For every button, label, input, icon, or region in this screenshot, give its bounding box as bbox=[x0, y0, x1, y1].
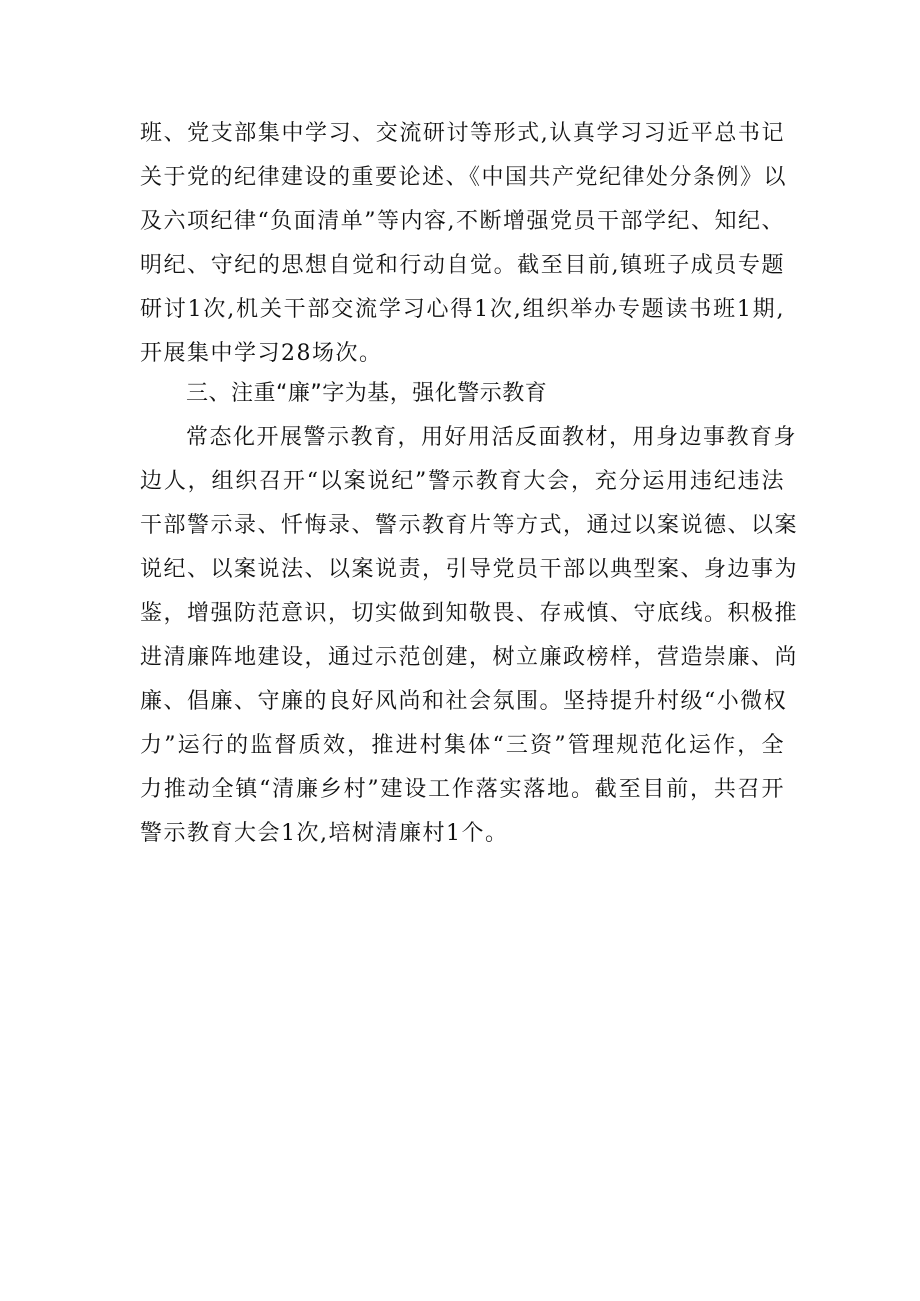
paragraph-1 bbox=[140, 112, 788, 376]
paragraph-1-line: 班、党支部集中学习、交流研讨等形式,认真学习习近平总书记 bbox=[140, 121, 785, 146]
paragraph-2-line: 干部警示录、忏悔录、警示教育片等方式，通过以案说德、以案 bbox=[140, 513, 799, 538]
paragraph-2-line: 力”运行的监督质效，推进村集体“三资”管理规范化运作，全 bbox=[140, 733, 785, 758]
paragraph-2 bbox=[140, 416, 799, 856]
paragraph-1-line: 明纪、守纪的思想自觉和行动自觉。截至目前,镇班子成员专题 bbox=[140, 253, 785, 278]
paragraph-1-line: 及六项纪律“负面清单”等内容,不断增强党员干部学纪、知纪、 bbox=[140, 209, 785, 234]
paragraph-2-line: 廉、倡廉、守廉的良好风尚和社会氛围。坚持提升村级“小微权 bbox=[140, 689, 788, 714]
paragraph-1-line: 研讨1次,机关干部交流学习心得1次,组织举办专题读书班1期, bbox=[140, 297, 785, 322]
paragraph-1-line: 开展集中学习28场次。 bbox=[140, 341, 383, 366]
section-heading: 三、注重“廉”字为基，强化警示教育 bbox=[186, 381, 548, 406]
paragraph-2-line: 力推动全镇“清廉乡村”建设工作落实落地。截至目前，共召开 bbox=[140, 777, 785, 802]
paragraph-2-line: 常态化开展警示教育，用好用活反面教材，用身边事教育身 bbox=[186, 425, 798, 450]
paragraph-2-line: 进清廉阵地建设，通过示范创建，树立廉政榜样，营造崇廉、尚 bbox=[140, 645, 799, 670]
paragraph-2-line: 警示教育大会1次,培树清廉村1个。 bbox=[140, 821, 509, 846]
paragraph-2-line: 说纪、以案说法、以案说责，引导党员干部以典型案、身边事为 bbox=[140, 557, 799, 582]
paragraph-2-line: 鉴，增强防范意识，切实做到知敬畏、存戒慎、守底线。积极推 bbox=[140, 601, 799, 626]
paragraph-2-line: 边人，组织召开“以案说纪”警示教育大会，充分运用违纪违法 bbox=[140, 469, 785, 494]
paragraph-1-line: 关于党的纪律建设的重要论述、《中国共产党纪律处分条例》以 bbox=[140, 165, 788, 190]
